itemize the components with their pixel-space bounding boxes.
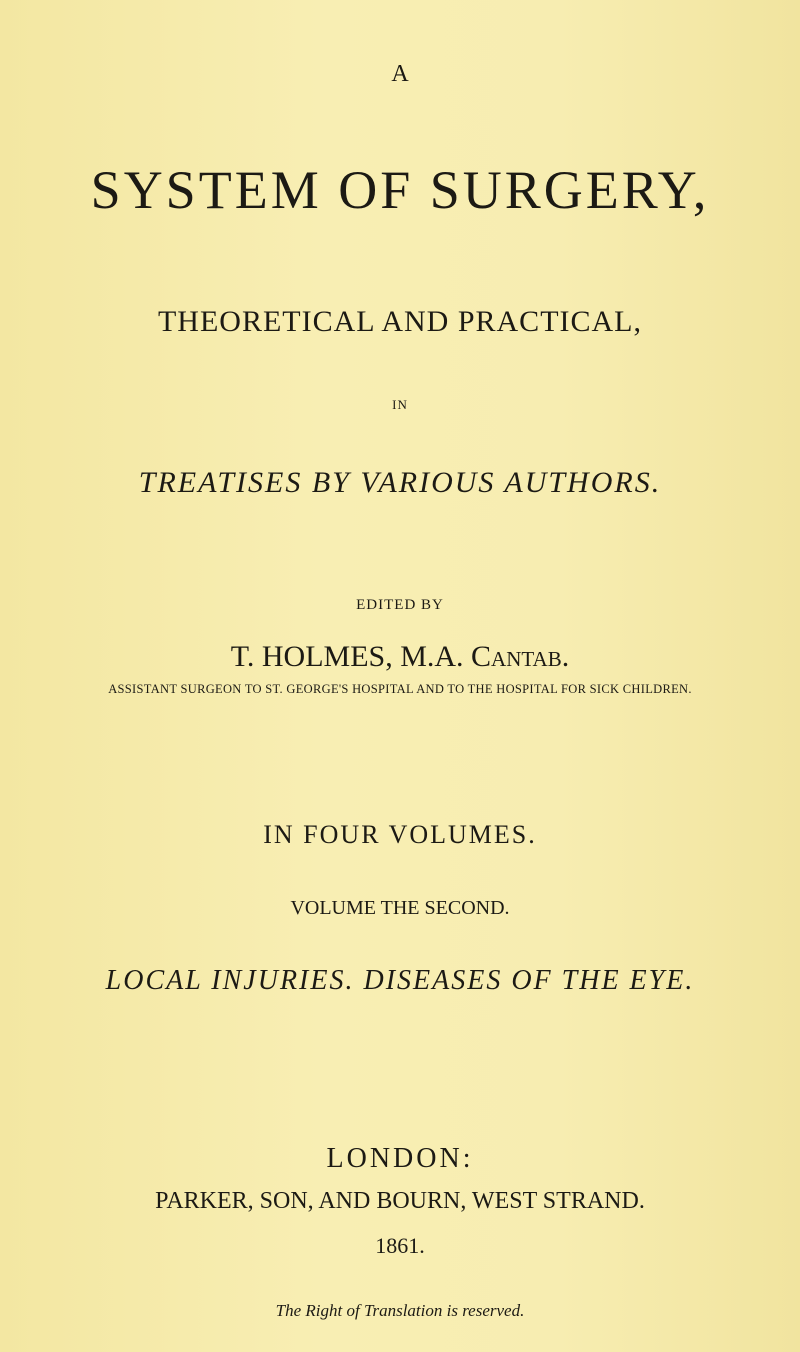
treatises-line: TREATISES BY VARIOUS AUTHORS.	[138, 466, 662, 499]
imprint-publisher: PARKER, SON, AND BOURN, WEST STRAND.	[155, 1188, 645, 1214]
imprint-year: 1861.	[375, 1233, 425, 1258]
book-subtitle: THEORETICAL AND PRACTICAL,	[157, 305, 643, 338]
title-article: A	[391, 61, 409, 87]
volumes-count: IN FOUR VOLUMES.	[263, 820, 537, 849]
editor-line	[0, 642, 800, 672]
connector-in: IN	[392, 397, 408, 412]
editor-position: ASSISTANT SURGEON TO ST. GEORGE'S HOSPITAL AND TO THE HOSPITAL FOR SICK CHILDREN.	[108, 682, 692, 696]
imprint-city: LONDON:	[326, 1143, 474, 1174]
volume-contents: LOCAL INJURIES. DISEASES OF THE EYE.	[105, 965, 695, 996]
rights-notice: The Right of Translation is reserved.	[275, 1301, 525, 1320]
edited-by-label: EDITED BY	[356, 597, 444, 613]
editor-degree: Cantab.	[471, 640, 570, 673]
book-title: SYSTEM OF SURGERY,	[90, 160, 710, 220]
editor-name: T. HOLMES, M.A.	[230, 640, 464, 673]
volume-number: VOLUME THE SECOND.	[290, 897, 510, 919]
